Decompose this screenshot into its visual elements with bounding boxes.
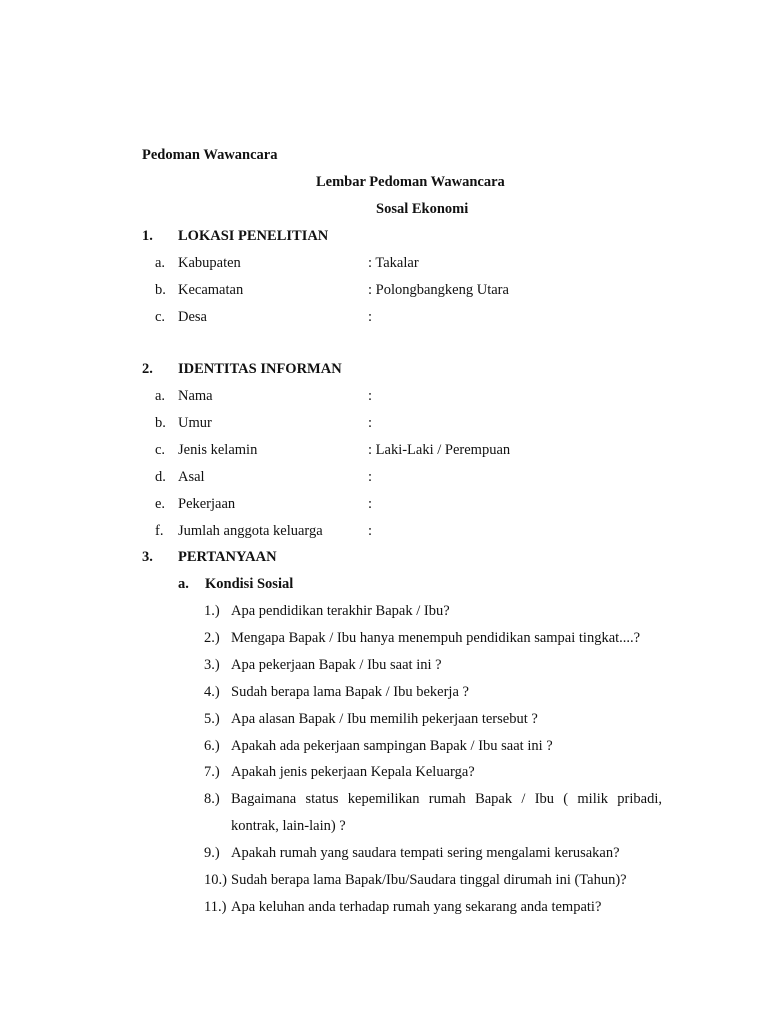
question-number: 9.) [204, 845, 220, 861]
question-text: Bagaimana status kepemilikan rumah Bapak / Ibu ( milik pribadi, [231, 791, 662, 807]
section-heading: PERTANYAAN [178, 549, 277, 565]
item-letter: f. [155, 523, 164, 539]
question-number: 6.) [204, 738, 220, 754]
section-heading: IDENTITAS INFORMAN [178, 361, 342, 377]
question-number: 8.) [204, 791, 220, 807]
item-letter: e. [155, 496, 166, 512]
question-number: 3.) [204, 657, 220, 673]
field-value: : [368, 309, 373, 325]
question-number: 7.) [204, 764, 220, 780]
field-label: Jumlah anggota keluarga [178, 523, 323, 539]
field-label: Umur [178, 415, 212, 431]
field-value: : [368, 496, 373, 512]
question-text: Apa pekerjaan Bapak / Ibu saat ini ? [231, 657, 442, 673]
question-text: Apakah rumah yang saudara tempati sering mengalami kerusakan? [231, 845, 620, 861]
question-text: Sudah berapa lama Bapak/Ibu/Saudara tinggal dirumah ini (Tahun)? [231, 872, 627, 888]
item-letter: b. [155, 282, 166, 298]
item-letter: c. [155, 309, 166, 325]
question-text: Apa pendidikan terakhir Bapak / Ibu? [231, 603, 450, 619]
field-value: : [368, 523, 373, 539]
question-number: 5.) [204, 711, 220, 727]
field-label: Jenis kelamin [178, 442, 258, 458]
field-value: : [368, 388, 373, 404]
field-value: : Takalar [368, 255, 419, 271]
question-text: Apa keluhan anda terhadap rumah yang sekarang anda tempati? [231, 899, 602, 915]
field-value: : [368, 469, 373, 485]
item-letter: a. [155, 255, 166, 271]
field-label: Pekerjaan [178, 496, 236, 512]
field-label: Nama [178, 388, 213, 404]
document-label: Pedoman Wawancara [142, 147, 278, 163]
question-number: 10.) [204, 872, 227, 888]
section-heading: LOKASI PENELITIAN [178, 228, 329, 244]
question-text: Mengapa Bapak / Ibu hanya menempuh pendidikan sampai tingkat....? [231, 630, 641, 646]
field-label: Kecamatan [178, 282, 244, 298]
subsection-letter: a. [178, 576, 189, 592]
question-text: Apakah jenis pekerjaan Kepala Keluarga? [231, 764, 475, 780]
field-label: Asal [178, 469, 205, 485]
field-value: : Polongbangkeng Utara [368, 282, 509, 298]
question-number: 11.) [204, 899, 227, 915]
section-number: 3. [142, 549, 153, 565]
question-number: 4.) [204, 684, 220, 700]
subsection-heading: Kondisi Sosial [205, 576, 294, 592]
question-number: 1.) [204, 603, 220, 619]
item-letter: c. [155, 442, 166, 458]
field-value: : Laki-Laki / Perempuan [368, 442, 511, 458]
question-text: Apakah ada pekerjaan sampingan Bapak / Ibu saat ini ? [231, 738, 553, 754]
section-number: 1. [142, 228, 153, 244]
field-value: : [368, 415, 373, 431]
field-label: Desa [178, 309, 207, 325]
page-subtitle: Sosal Ekonomi [376, 201, 469, 217]
item-letter: a. [155, 388, 166, 404]
section-number: 2. [142, 361, 153, 377]
question-number: 2.) [204, 630, 220, 646]
question-text: Apa alasan Bapak / Ibu memilih pekerjaan tersebut ? [231, 711, 538, 727]
page-title: Lembar Pedoman Wawancara [316, 174, 505, 190]
question-text: Sudah berapa lama Bapak / Ibu bekerja ? [231, 684, 469, 700]
item-letter: d. [155, 469, 166, 485]
question-text-continuation: kontrak, lain-lain) ? [231, 818, 346, 834]
item-letter: b. [155, 415, 166, 431]
field-label: Kabupaten [178, 255, 241, 271]
